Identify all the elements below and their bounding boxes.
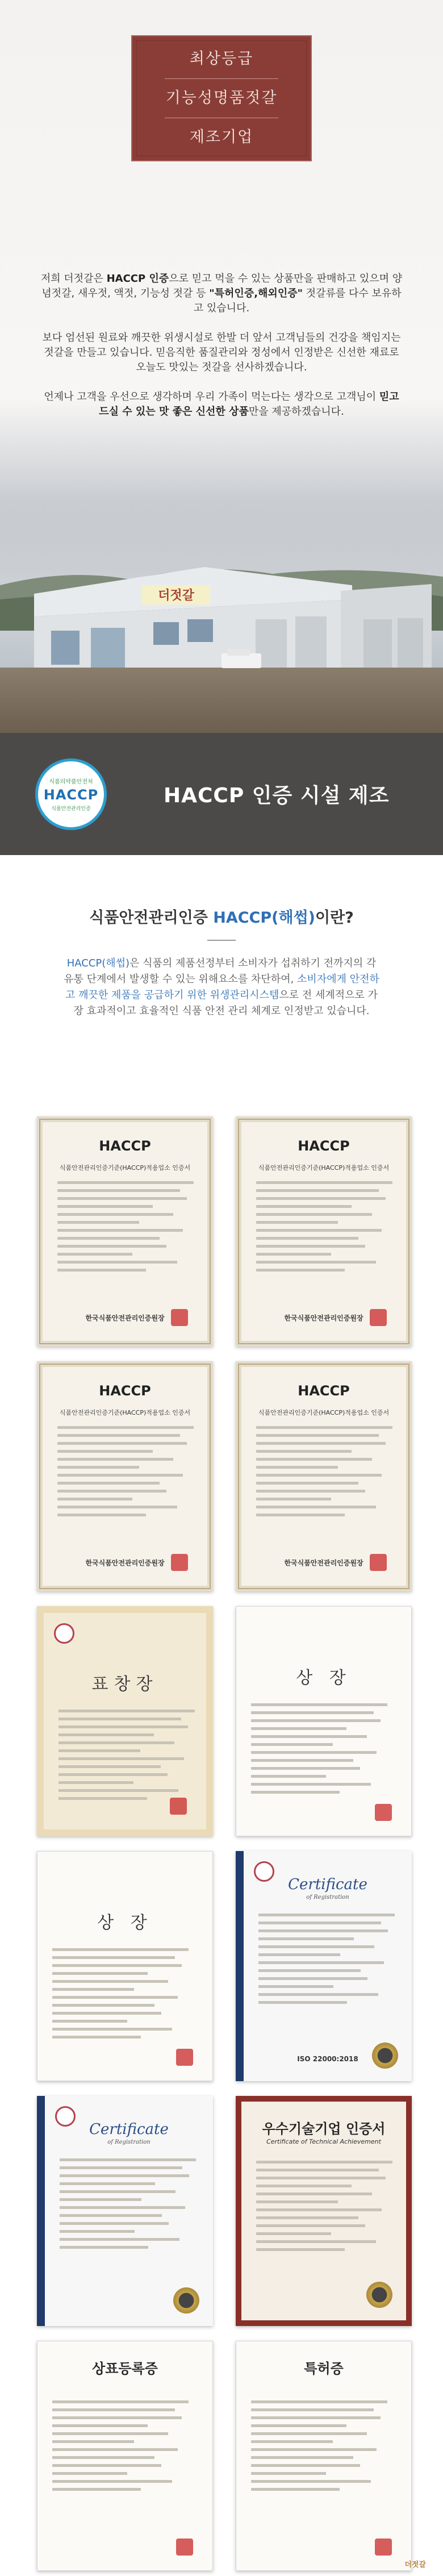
certificate-title: Certificate [288,1876,367,1893]
description-segment: 으로 전 세계적으로 가장 효과적이고 효율적인 식품 안전 관리 체계로 인정받고 있습니다. [73,989,378,1017]
heading-segment: 이란? [315,909,354,927]
certificate-issuer: 한국식품안전관리인증원장 [284,1314,363,1322]
certificate-subtitle: of Registration [306,1894,349,1900]
certificate-subtitle: 식품안전관리인증기준(HACCP)적용업소 인증서 [59,1164,191,1172]
haccp-question-heading [0,905,443,927]
certificate-body-text [256,1181,392,1277]
intro-text-segment: 만을 제공하겠습니다. [248,406,344,418]
certificate-title: HACCP [298,1138,350,1154]
certificate-subtitle: of Registration [107,2139,151,2145]
red-seal-stamp-icon [370,1309,387,1326]
certificate-card [37,2096,213,2326]
intro-paragraph-2 [40,331,403,375]
certificate-issuer: ISO 22000:2018 [297,2055,358,2063]
certificate-card [236,2096,412,2326]
intro-text-segment: 으로 믿고 먹을 수 있는 상품만을 판매하고 있으며 양념젓갈, 새우젓, 액젓, 기능성 젓갈 등 [41,273,403,299]
certificate-title: 우수기술기업 인증서 [262,2121,386,2137]
certificate-card [236,1851,412,2081]
description-highlight: 소비자에게 안전하고 깨끗한 제품을 공급하기 위한 위생관리시스템 [65,973,379,1001]
certificate-card [236,1606,412,1836]
certificate-title: HACCP [99,1383,151,1399]
badge-bottom-text: 식품안전관리인증 [51,806,91,812]
certificate-issuer: 한국식품안전관리인증원장 [284,1559,363,1567]
banner-title: HACCP 인증 시설 제조 [164,784,390,807]
government-emblem-icon [54,1623,74,1644]
intro-text [40,272,403,434]
intro-emphasis: HACCP 인증 [106,273,169,285]
certificate-body-text [52,2400,189,2496]
certificate-body-text [251,2400,387,2496]
certificate-card [37,1361,213,1591]
certificate-title: 상표등록증 [92,2361,158,2377]
certificate-title: 상 장 [97,1913,153,1933]
haccp-explanation [0,855,443,1019]
heading-segment: 식품안전관리인증 [89,909,214,927]
certificate-subtitle: 식품안전관리인증기준(HACCP)적용업소 인증서 [258,1164,390,1172]
certificate-issuer: 한국식품안전관리인증원장 [85,1314,165,1322]
red-seal-stamp-icon [375,2539,392,2556]
badge-main-text: HACCP [43,786,99,803]
intro-paragraph-3 [40,390,403,419]
intro-text-segment: 보다 엄선된 원료와 깨끗한 위생시설로 한발 더 앞서 고객님들의 건강을 책임지는 젓갈을 만들고 있습니다. 믿음직한 품질관리와 정성에서 인정받은 신선한 재료로 오늘도 맛있는 젓갈을 선사하겠습니다. [42,332,401,373]
certificate-body-text [58,1710,195,1805]
certificate-card [37,2341,213,2571]
intro-text-segment: 젓갈류를 다수 보유하고 있습니다. [193,287,402,314]
intro-emphasis: "특허인증,해외인증" [209,287,303,299]
certificate-body-text [52,1948,189,2044]
haccp-description [62,956,381,1019]
hero-section [0,0,443,733]
certificate-title: 특허증 [304,2361,344,2377]
certificate-row [37,2096,412,2326]
certificate-row [37,2341,412,2571]
certificate-body-text [57,1181,194,1277]
certificate-row [37,1606,412,1836]
certificate-title: HACCP [298,1383,350,1399]
certificate-title: 표창장 [91,1674,158,1694]
red-seal-stamp-icon [176,2049,193,2066]
certificate-issuer: 한국식품안전관리인증원장 [85,1559,165,1567]
certificate-subtitle: 식품안전관리인증기준(HACCP)적용업소 인증서 [258,1409,390,1416]
certificate-title: 상 장 [296,1668,352,1688]
certification-seal-icon [366,2282,392,2308]
certificate-body-text [256,1426,392,1522]
hero-title-line-3: 제조기업 [189,128,254,146]
haccp-banner [0,733,443,855]
red-seal-stamp-icon [375,1804,392,1821]
certificate-card [236,1116,412,1347]
certification-seal-icon [372,2043,398,2069]
description-segment: 은 식품의 제품선정부터 소비자가 섭취하기 전까지의 각 유통 단계에서 발생할 수 있는 위해요소를 차단하여, [64,957,377,985]
certificate-card [236,1361,412,1591]
intro-text-segment: 저희 더젓갈은 [40,273,107,285]
certificate-subtitle: Certificate of Technical Achievement [266,2138,381,2145]
intro-emphasis: 믿고 드실 수 있는 맛 좋은 신선한 상품 [99,391,399,418]
haccp-badge-icon [35,758,107,830]
factory-photo [0,500,443,733]
certificate-row [37,1361,412,1591]
intro-paragraph-1 [40,272,403,316]
certificate-body-text [57,1426,194,1522]
red-seal-stamp-icon [370,1554,387,1571]
badge-top-text: 식품의약품안전처 [49,778,93,785]
certificate-body-text [60,2158,196,2254]
certificate-grid [37,1116,412,2576]
brand-logo: 더젓갈 [404,2561,426,2569]
red-seal-stamp-icon [171,1554,188,1571]
certificate-title: Certificate [89,2121,169,2138]
red-seal-stamp-icon [171,1309,188,1326]
certificate-row [37,1851,412,2081]
certificate-subtitle: 식품안전관리인증기준(HACCP)적용업소 인증서 [59,1409,191,1416]
certificate-card [37,1851,213,2081]
hero-title-line-1: 최상등급 [189,50,254,68]
certificate-title: HACCP [99,1138,151,1154]
intro-text-segment: 언제나 고객을 우선으로 생각하며 우리 가족이 먹는다는 생각으로 고객님이 [44,391,379,403]
certificate-body-text [251,1703,387,1799]
certificate-body-text [258,1914,395,2009]
hero-title-line-2: 기능성명품젓갈 [165,89,278,107]
certificate-row [37,1116,412,1347]
certificate-body-text [256,2161,392,2256]
hero-title-box [131,35,312,161]
description-highlight: HACCP(해썹) [66,957,130,969]
red-seal-stamp-icon [176,2539,193,2556]
certificate-card [236,2341,412,2571]
haccp-info-section [0,855,443,2576]
certificate-card [37,1606,213,1836]
government-emblem-icon [254,1861,274,1882]
red-seal-stamp-icon [170,1798,187,1815]
certification-seal-icon [173,2287,199,2314]
heading-divider [207,940,236,941]
heading-highlight: HACCP(해썹) [213,909,315,927]
government-emblem-icon [55,2106,76,2127]
factory-sign: 더젓갈 [158,589,194,603]
certificate-card [37,1116,213,1347]
